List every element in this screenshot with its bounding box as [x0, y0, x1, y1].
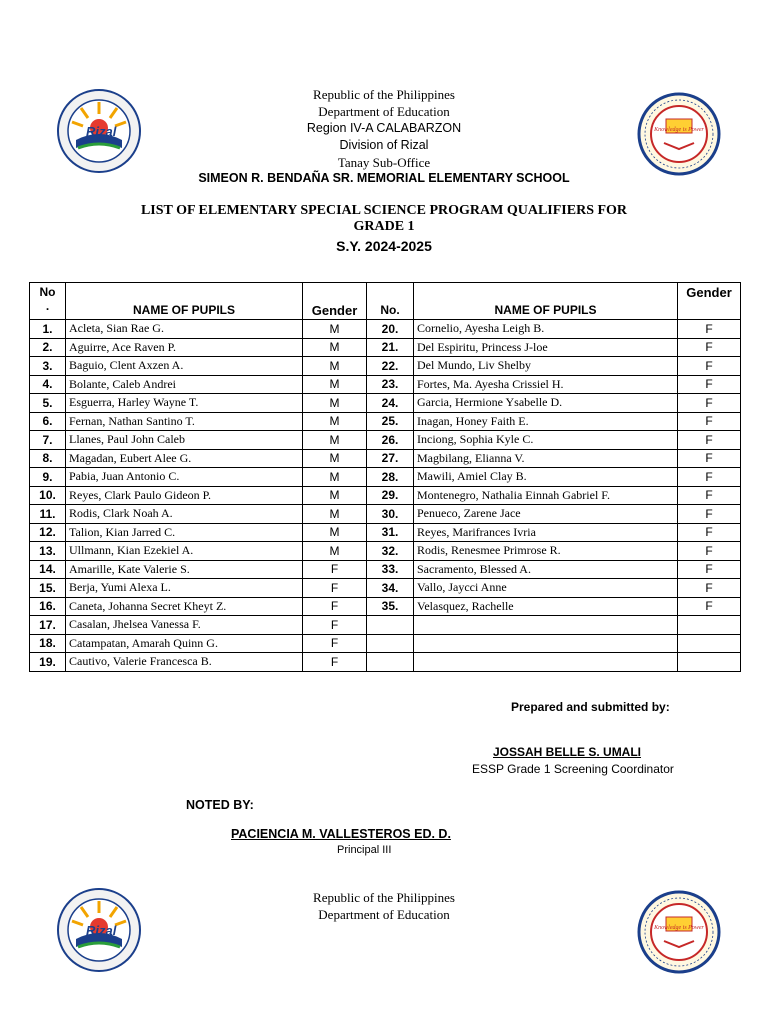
row-number-left: 15. [30, 579, 66, 598]
pupil-gender-left: M [303, 320, 367, 339]
table-row [30, 357, 741, 376]
pupil-name-left: Fernan, Nathan Santino T. [66, 412, 303, 431]
table-row [30, 320, 741, 339]
row-number-left: 8. [30, 449, 66, 468]
pupil-name-left: Casalan, Jhelsea Vanessa F. [66, 616, 303, 635]
pupil-name-right: Montenegro, Nathalia Einnah Gabriel F. [414, 486, 678, 505]
header-no-right: No. [367, 283, 414, 320]
pupil-gender-right: F [678, 449, 741, 468]
row-number-right: 31. [367, 523, 414, 542]
row-number-left: 9. [30, 468, 66, 487]
table-row [30, 523, 741, 542]
pupil-gender-right: F [678, 431, 741, 450]
pupil-gender-right: F [678, 338, 741, 357]
row-number-left: 17. [30, 616, 66, 635]
pupil-name-left: Esguerra, Harley Wayne T. [66, 394, 303, 413]
pupil-name-left: Llanes, Paul John Caleb [66, 431, 303, 450]
row-number-right: 35. [367, 597, 414, 616]
pupil-name-right: Del Mundo, Liv Shelby [414, 357, 678, 376]
row-number-right: 32. [367, 542, 414, 561]
pupil-name-right [414, 634, 678, 653]
header-no-left: No . [30, 283, 66, 320]
row-number-left: 14. [30, 560, 66, 579]
pupil-gender-right [678, 616, 741, 635]
row-number-right: 23. [367, 375, 414, 394]
table-row [30, 486, 741, 505]
row-number-right: 21. [367, 338, 414, 357]
pupil-name-left: Baguio, Clent Axzen A. [66, 357, 303, 376]
header-division: Division of Rizal [339, 138, 429, 152]
row-number-left: 13. [30, 542, 66, 561]
prepared-name: JOSSAH BELLE S. UMALI [493, 745, 642, 759]
pupil-gender-left: M [303, 338, 367, 357]
document-header [0, 86, 768, 186]
document-footer [0, 889, 768, 923]
pupil-gender-right: F [678, 523, 741, 542]
table-header-row [30, 283, 741, 320]
pupil-name-left: Cautivo, Valerie Francesca B. [66, 653, 303, 672]
noted-name: PACIENCIA M. VALLESTEROS ED. D. [231, 827, 451, 841]
row-number-right: 33. [367, 560, 414, 579]
pupil-gender-right: F [678, 542, 741, 561]
header-region: Region IV-A CALABARZON [306, 121, 462, 135]
pupil-gender-left: M [303, 449, 367, 468]
pupil-name-right: Penueco, Zarene Jace [414, 505, 678, 524]
pupil-name-left: Pabia, Juan Antonio C. [66, 468, 303, 487]
row-number-left: 3. [30, 357, 66, 376]
row-number-right: 29. [367, 486, 414, 505]
row-number-left: 16. [30, 597, 66, 616]
row-number-left: 12. [30, 523, 66, 542]
pupil-gender-left: F [303, 597, 367, 616]
row-number-left: 10. [30, 486, 66, 505]
pupil-name-left: Talion, Kian Jarred C. [66, 523, 303, 542]
row-number-left: 5. [30, 394, 66, 413]
pupil-gender-right: F [678, 320, 741, 339]
pupil-name-right [414, 653, 678, 672]
pupil-name-right: Vallo, Jaycci Anne [414, 579, 678, 598]
pupil-gender-right: F [678, 597, 741, 616]
table-row [30, 505, 741, 524]
table-row [30, 338, 741, 357]
pupil-name-left: Reyes, Clark Paulo Gideon P. [66, 486, 303, 505]
row-number-right [367, 616, 414, 635]
pupil-gender-right: F [678, 412, 741, 431]
pupil-gender-left: M [303, 431, 367, 450]
document-title [0, 203, 768, 254]
pupil-gender-left: M [303, 468, 367, 487]
row-number-left: 11. [30, 505, 66, 524]
pupil-name-right: Magbilang, Elianna V. [414, 449, 678, 468]
pupil-gender-left: F [303, 579, 367, 598]
pupil-gender-right: F [678, 468, 741, 487]
pupil-name-right: Fortes, Ma. Ayesha Crissiel H. [414, 375, 678, 394]
pupil-name-right: Velasquez, Rachelle [414, 597, 678, 616]
pupil-gender-right: F [678, 357, 741, 376]
table-row [30, 616, 741, 635]
title-school-year: S.Y. 2024-2025 [336, 238, 432, 254]
pupil-gender-left: M [303, 505, 367, 524]
row-number-right: 30. [367, 505, 414, 524]
row-number-right: 20. [367, 320, 414, 339]
table-row [30, 653, 741, 672]
pupil-name-left: Rodis, Clark Noah A. [66, 505, 303, 524]
prepared-role: ESSP Grade 1 Screening Coordinator [472, 762, 674, 776]
header-gender-right: Gender [678, 283, 741, 320]
title-line2: GRADE 1 [353, 219, 415, 234]
pupil-name-left: Catampatan, Amarah Quinn G. [66, 634, 303, 653]
header-department: Department of Education [318, 104, 450, 119]
title-line1: LIST OF ELEMENTARY SPECIAL SCIENCE PROGRAM QUALIFIERS FOR [140, 203, 628, 218]
pupil-name-right: Rodis, Renesmee Primrose R. [414, 542, 678, 561]
row-number-left: 6. [30, 412, 66, 431]
footer-right-logo-motto: Knowledge is Power [654, 925, 704, 931]
pupil-gender-left: M [303, 394, 367, 413]
pupil-gender-left: M [303, 523, 367, 542]
row-number-left: 19. [30, 653, 66, 672]
table-row [30, 449, 741, 468]
table-row [30, 394, 741, 413]
pupil-name-right: Inagan, Honey Faith E. [414, 412, 678, 431]
pupil-gender-left: F [303, 560, 367, 579]
row-number-left: 1. [30, 320, 66, 339]
table-row [30, 560, 741, 579]
pupil-gender-left: M [303, 412, 367, 431]
pupil-name-left: Aguirre, Ace Raven P. [66, 338, 303, 357]
pupil-gender-right: F [678, 505, 741, 524]
row-number-right: 25. [367, 412, 414, 431]
footer-department: Department of Education [318, 907, 450, 922]
pupil-name-right: Garcia, Hermione Ysabelle D. [414, 394, 678, 413]
pupil-gender-left: M [303, 542, 367, 561]
pupil-name-right: Mawili, Amiel Clay B. [414, 468, 678, 487]
pupil-name-right [414, 616, 678, 635]
pupil-name-left: Acleta, Sian Rae G. [66, 320, 303, 339]
row-number-right: 27. [367, 449, 414, 468]
header-name-left: NAME OF PUPILS [66, 283, 303, 320]
pupil-name-left: Bolante, Caleb Andrei [66, 375, 303, 394]
header-suboffice: Tanay Sub-Office [337, 155, 431, 170]
row-number-right: 28. [367, 468, 414, 487]
table-row [30, 412, 741, 431]
pupil-gender-right: F [678, 394, 741, 413]
row-number-left: 18. [30, 634, 66, 653]
pupil-gender-left: M [303, 357, 367, 376]
pupil-name-left: Magadan, Eubert Alee G. [66, 449, 303, 468]
noted-role: Principal III [337, 844, 392, 856]
left-logo-text: Rizal [86, 124, 117, 139]
row-number-right: 24. [367, 394, 414, 413]
footer-republic: Republic of the Philippines [313, 890, 455, 905]
row-number-right [367, 634, 414, 653]
table-row [30, 431, 741, 450]
pupil-gender-right: F [678, 560, 741, 579]
footer-left-logo-text: Rizal [86, 923, 117, 938]
table-row [30, 468, 741, 487]
pupil-name-right: Reyes, Marifrances Ivria [414, 523, 678, 542]
pupil-gender-right: F [678, 375, 741, 394]
noted-label: NOTED BY: [186, 798, 254, 812]
right-logo-motto: Knowledge is Power [654, 127, 704, 133]
row-number-right: 26. [367, 431, 414, 450]
table-row [30, 597, 741, 616]
pupil-gender-right: F [678, 579, 741, 598]
pupil-name-left: Berja, Yumi Alexa L. [66, 579, 303, 598]
header-name-right: NAME OF PUPILS [414, 283, 678, 320]
row-number-right: 34. [367, 579, 414, 598]
prepared-label: Prepared and submitted by: [511, 700, 670, 714]
pupil-name-right: Cornelio, Ayesha Leigh B. [414, 320, 678, 339]
header-school-name: SIMEON R. BENDAÑA SR. MEMORIAL ELEMENTARY SCHOOL [198, 171, 570, 185]
qualifiers-table [29, 282, 741, 672]
pupil-gender-right [678, 653, 741, 672]
table-row [30, 579, 741, 598]
pupil-gender-left: M [303, 375, 367, 394]
pupil-name-right: Inciong, Sophia Kyle C. [414, 431, 678, 450]
row-number-right [367, 653, 414, 672]
row-number-left: 4. [30, 375, 66, 394]
pupil-gender-left: M [303, 486, 367, 505]
pupil-name-left: Amarille, Kate Valerie S. [66, 560, 303, 579]
table-row [30, 542, 741, 561]
pupil-gender-right [678, 634, 741, 653]
pupil-gender-left: F [303, 634, 367, 653]
header-gender-left: Gender [303, 283, 367, 320]
pupil-name-right: Del Espiritu, Princess J-loe [414, 338, 678, 357]
header-republic: Republic of the Philippines [313, 87, 455, 102]
pupil-name-left: Ullmann, Kian Ezekiel A. [66, 542, 303, 561]
pupil-gender-left: F [303, 616, 367, 635]
pupil-gender-left: F [303, 653, 367, 672]
row-number-right: 22. [367, 357, 414, 376]
table-row [30, 634, 741, 653]
pupil-name-left: Caneta, Johanna Secret Kheyt Z. [66, 597, 303, 616]
pupil-gender-right: F [678, 486, 741, 505]
row-number-left: 7. [30, 431, 66, 450]
row-number-left: 2. [30, 338, 66, 357]
pupil-name-right: Sacramento, Blessed A. [414, 560, 678, 579]
table-row [30, 375, 741, 394]
